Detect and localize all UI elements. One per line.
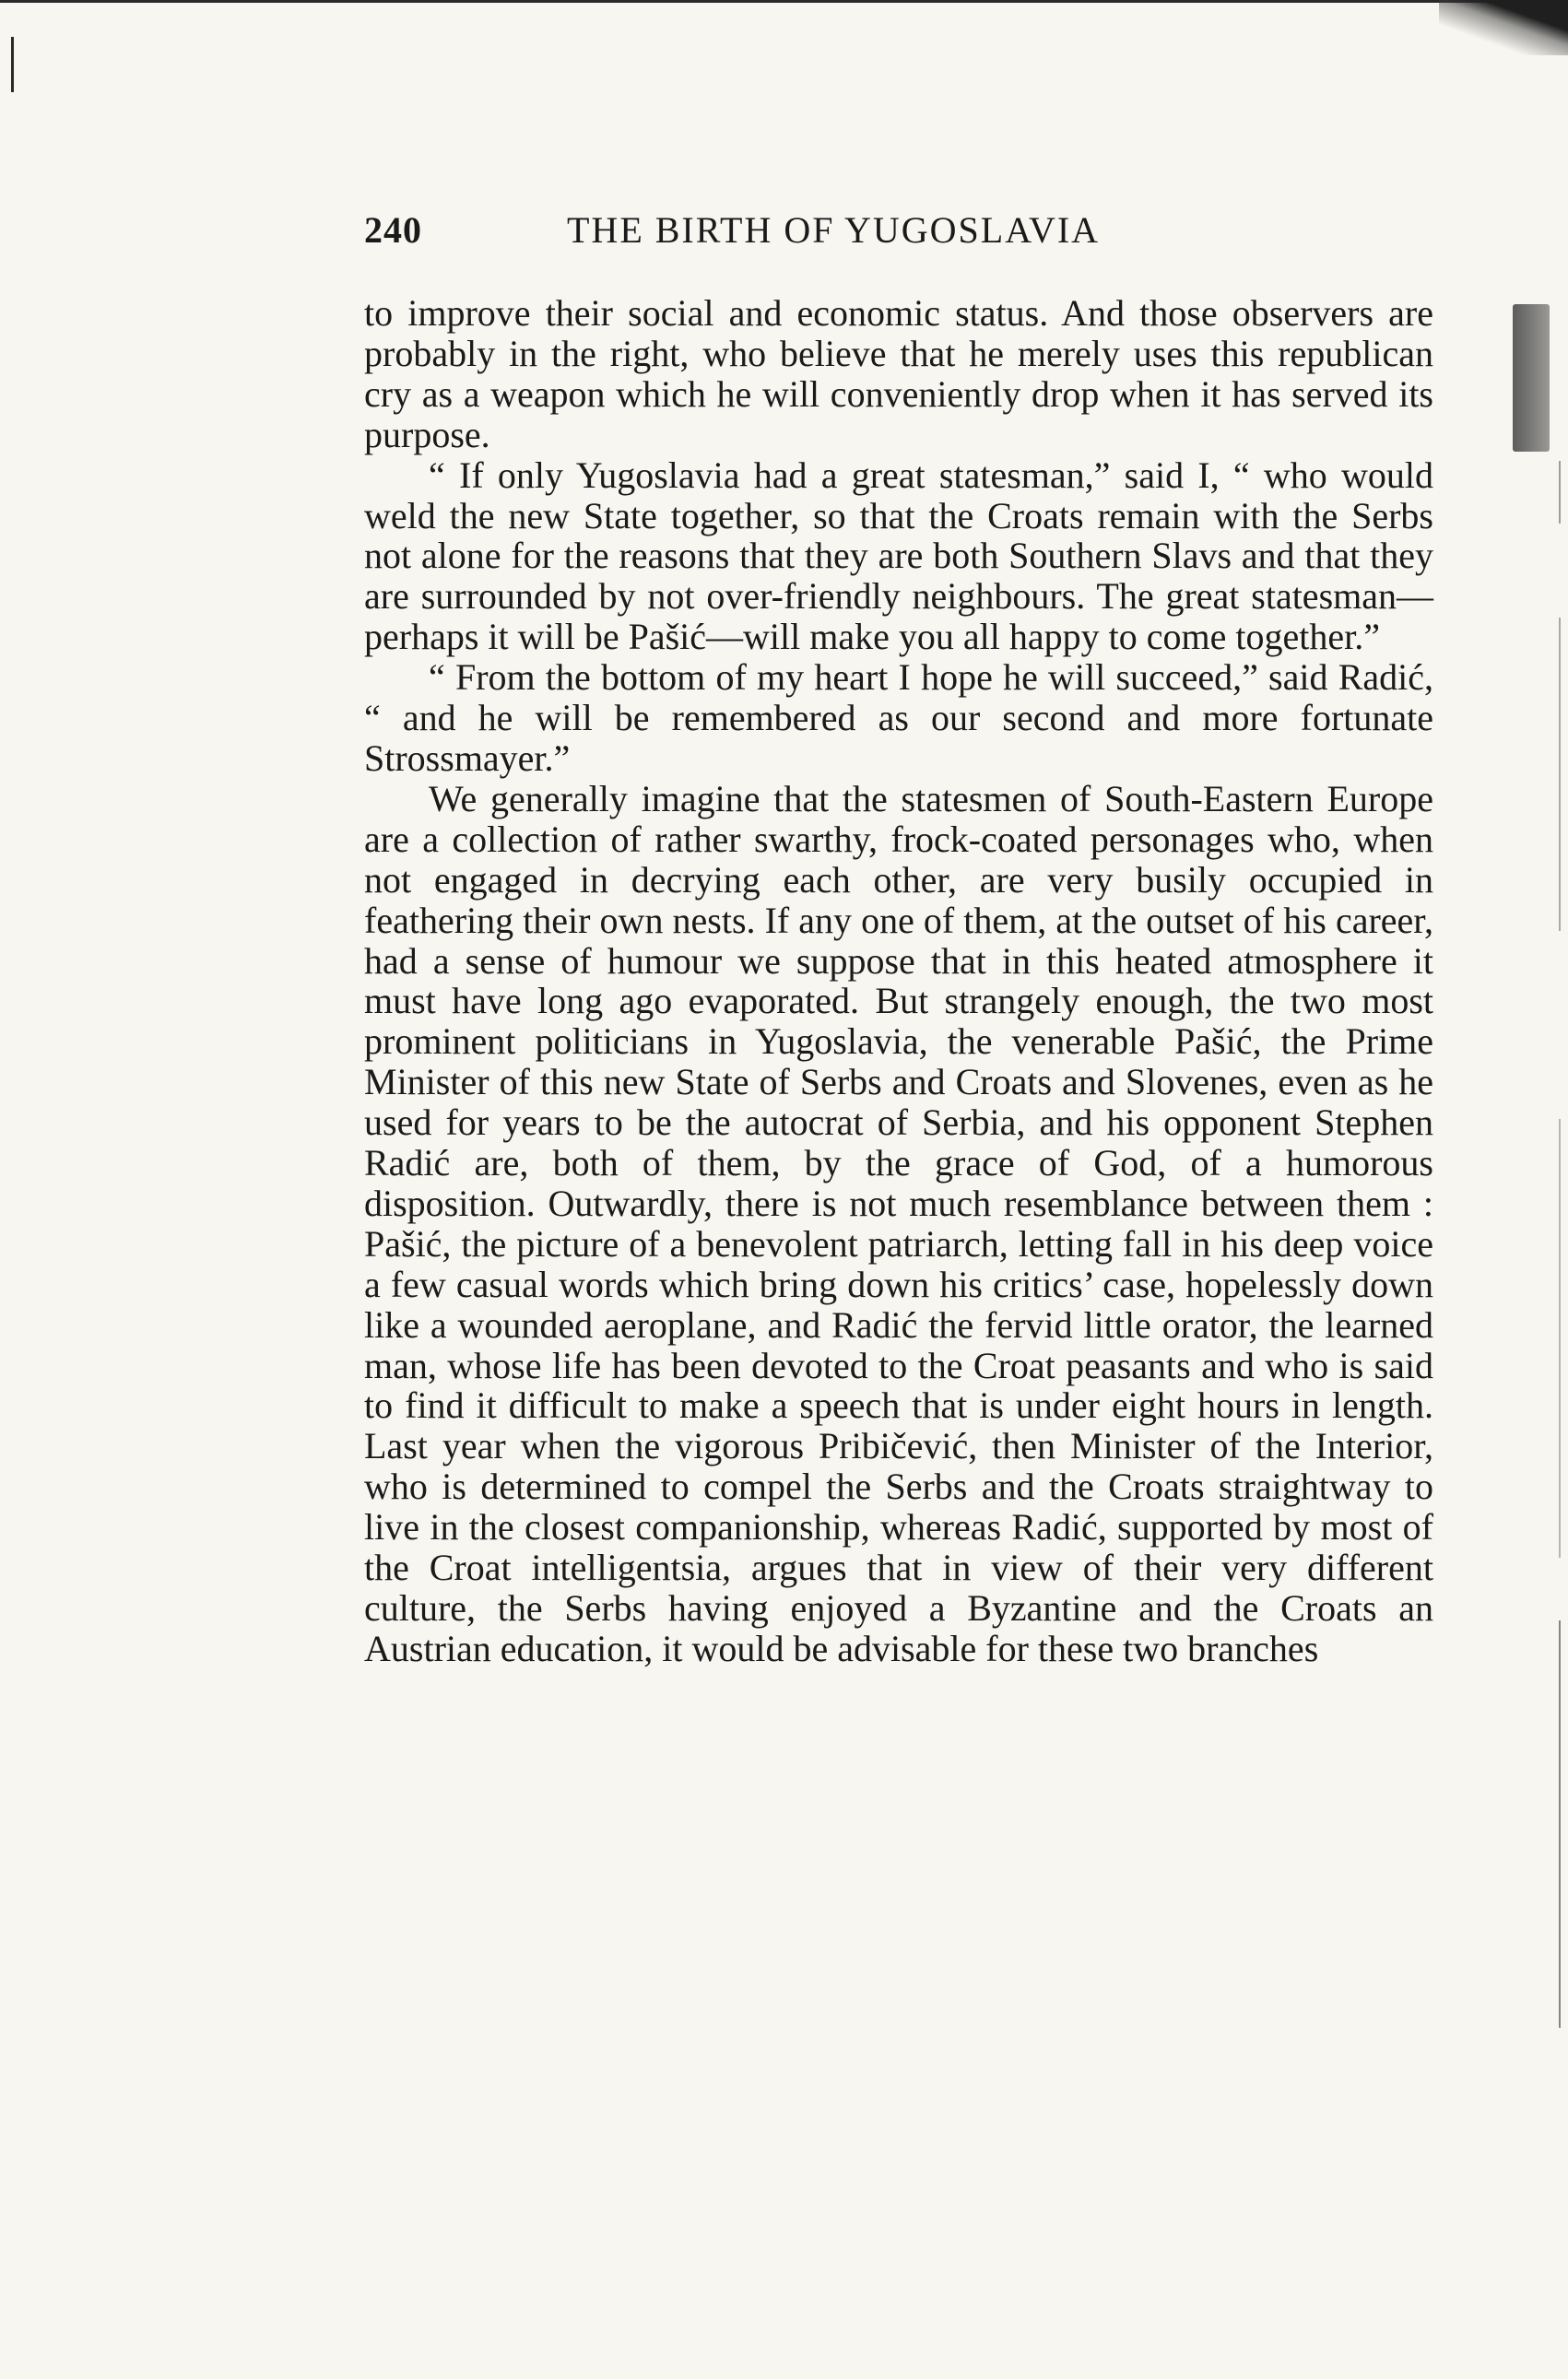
paragraph-1: to improve their social and economic status. And those observers are probably in the right, who believe that he merely uses this republican cry as a weapon which he will conveniently drop when it has served its purpose. (364, 292, 1433, 455)
running-title: THE BIRTH OF YUGOSLAVIA (567, 209, 1101, 251)
scan-border-right (1559, 461, 1561, 2028)
body-text (364, 293, 1433, 1669)
scan-border-left (11, 37, 14, 92)
scan-corner-shadow (1439, 0, 1568, 55)
page-header (364, 208, 1433, 258)
paragraph-2: “ If only Yugoslavia had a great statesman,” said I, “ who would weld the new State together, so that the Croats remain with the Serbs not alone for the reasons that they are both Southern Slavs and that they are surrounded by not over-friendly neighbours. The great statesman—perhaps it will be Pašić—will make you all happy to come together.” (364, 453, 1433, 658)
scan-smudge (1513, 304, 1550, 452)
paragraph-3: “ From the bottom of my heart I hope he will succeed,” said Radić, “ and he will be remembered as our second and more fortunate Strossmayer.” (364, 656, 1433, 779)
scan-border-top (0, 0, 1568, 9)
page-number: 240 (364, 209, 422, 251)
paragraph-4: We generally imagine that the statesmen of South-Eastern Europe are a collection of rather swarthy, frock-coated personages who, when not engaged in decrying each other, are very busily occupied in feathering their own nests. If any one of them, at the outset of his career, had a sense of humour we suppose that in this heated atmosphere it must have long ago evaporated. But strangely enough, the two most prominent politicians in Yugoslavia, the venerable Pašić, the Prime Minister of this new State of Serbs and Croats and Slovenes, even as he used for years to be the autocrat of Serbia, and his opponent Stephen Radić are, both of them, by the grace of God, of a humorous disposition. Outwardly, there is not much resemblance between them : Pašić, the picture of a benevolent patriarch, letting fall in his deep voice a few casual words which bring down his critics’ case, hopelessly down like a wounded aeroplane, and Radić the fervid little orator, the learned man, whose life has been devoted to the Croat peasants and who is said to find it difficult to make a speech that is under eight hours in length. Last year when the vigorous Pribičević, then Minister of the Interior, who is determined to compel the Serbs and the Croats straightway to live in the closest companionship, whereas Radić, supported by most of the Croat intelligentsia, argues that in view of their very different culture, the Serbs having enjoyed a Byzantine and the Croats an Austrian education, it would be advisable for these two branches (364, 777, 1433, 1669)
